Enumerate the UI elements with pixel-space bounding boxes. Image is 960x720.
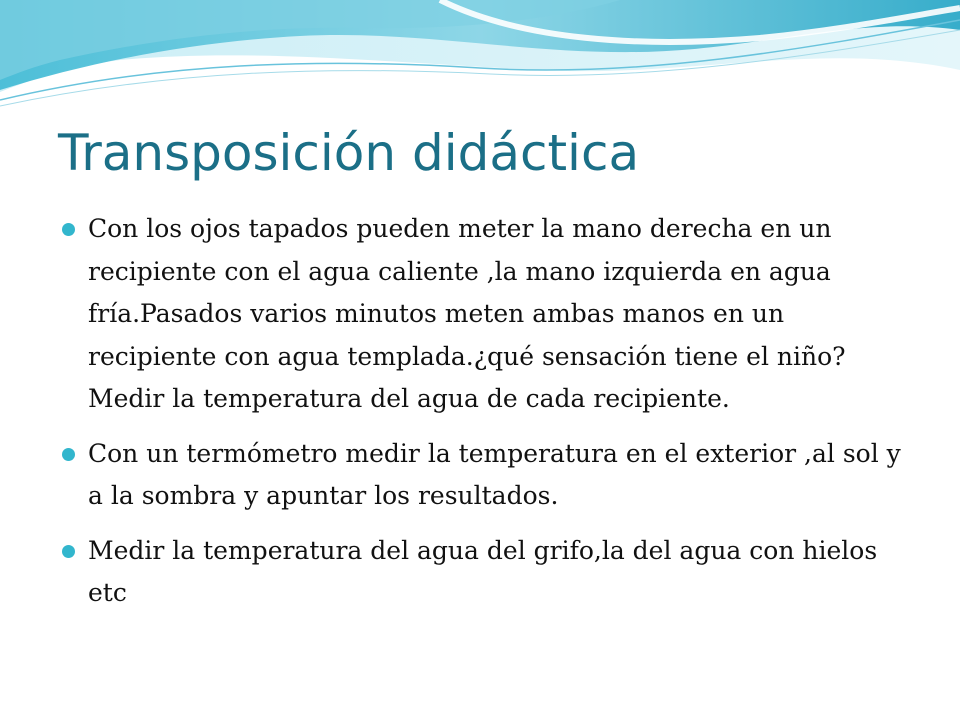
slide-title: Transposición didáctica xyxy=(58,124,640,182)
bullet-item xyxy=(58,530,908,615)
bullet-item xyxy=(58,208,908,421)
bullet-text: Medir la temperatura del agua del grifo,la del agua con hielos etc xyxy=(88,535,878,607)
bullet-icon xyxy=(62,448,75,461)
wave-header-decoration xyxy=(0,0,960,120)
bullet-list xyxy=(58,208,908,627)
bullet-item xyxy=(58,433,908,518)
bullet-text: Con un termómetro medir la temperatura en el exterior ,al sol y a la sombra y apuntar los resultados. xyxy=(88,438,901,510)
bullet-text: Con los ojos tapados pueden meter la mano derecha en un recipiente con el agua caliente ,la mano izquierda en agua fría.Pasados varios minutos meten ambas manos en un recipiente con agua templada.¿qué sensación tiene el niño?Medir la temperatura del agua de cada recipiente. xyxy=(88,214,846,413)
bullet-icon xyxy=(62,223,75,236)
bullet-icon xyxy=(62,545,75,558)
